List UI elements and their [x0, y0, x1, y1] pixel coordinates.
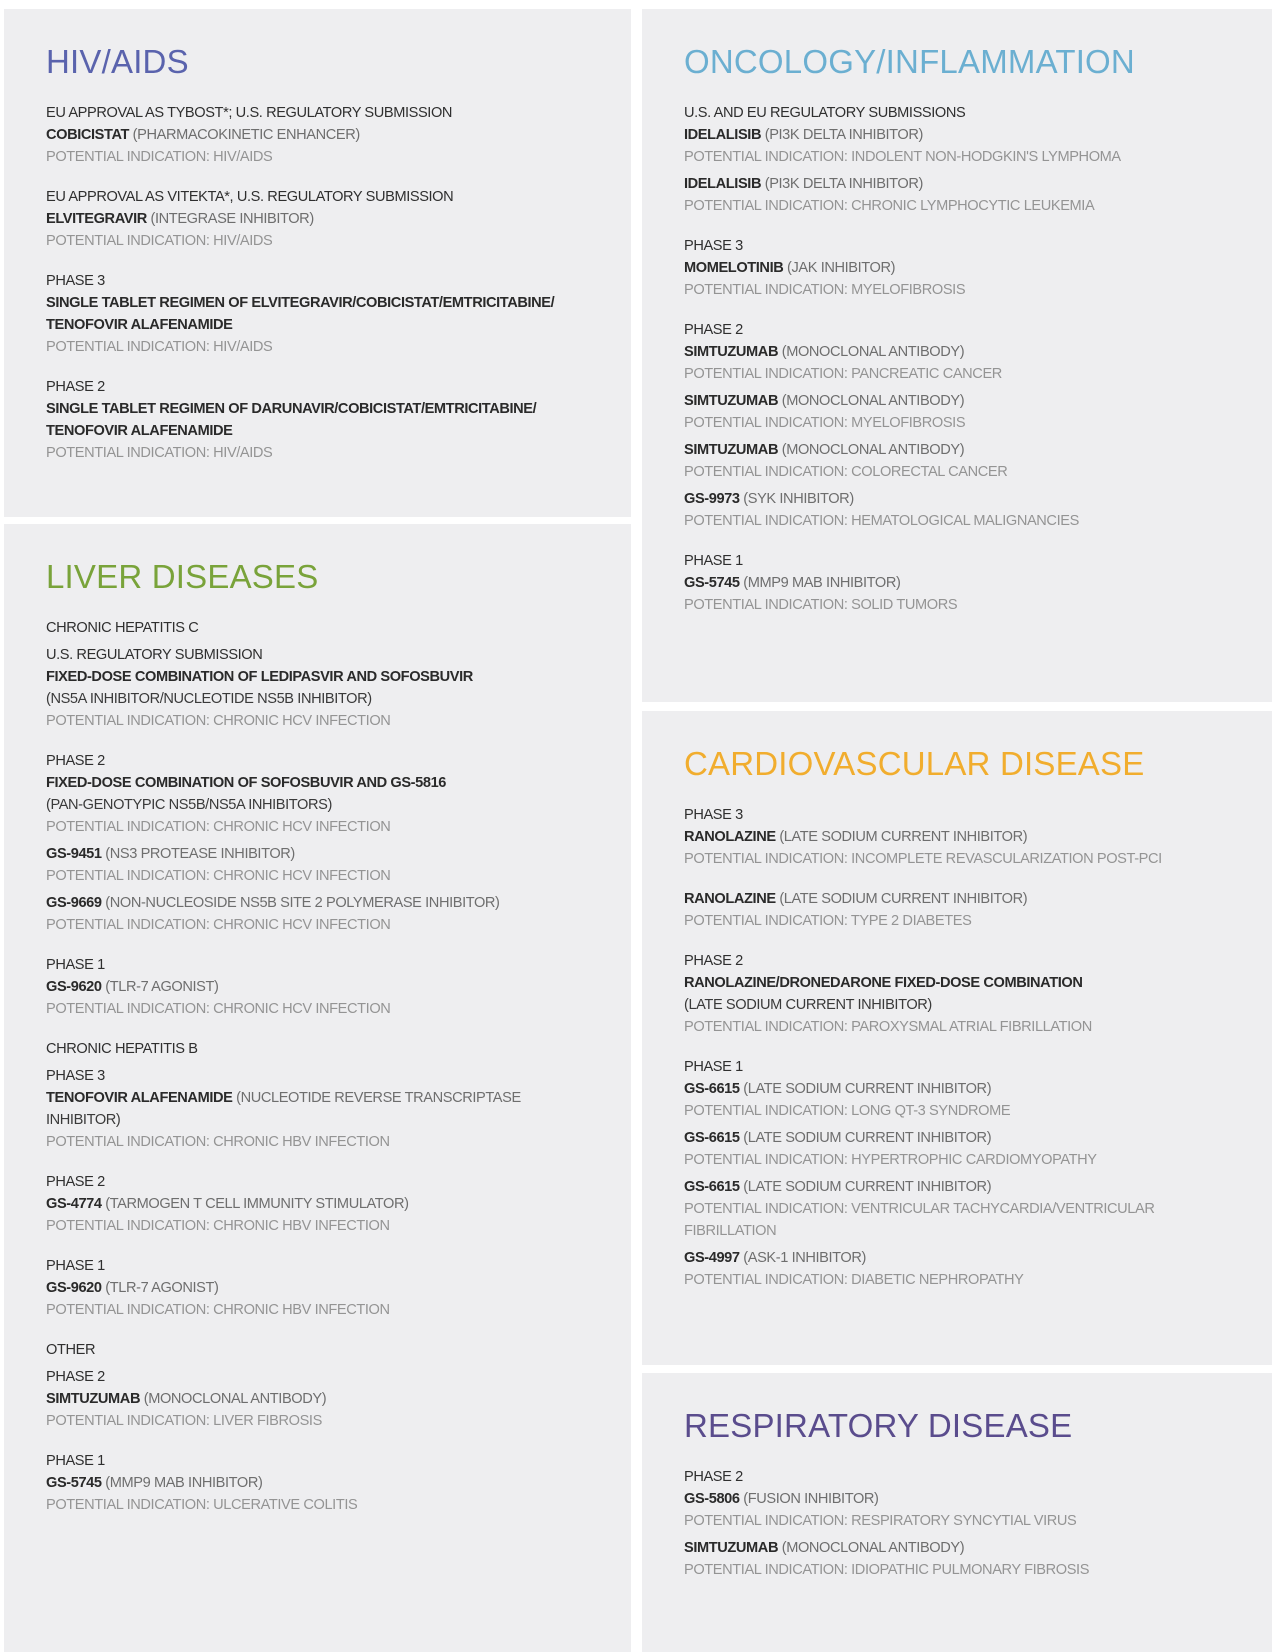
entry-indication: POTENTIAL INDICATION: HIV/AIDS	[46, 445, 273, 461]
entry-status: PHASE 1	[46, 1258, 105, 1274]
section-title: LIVER DISEASES	[46, 558, 319, 595]
entry-indication: POTENTIAL INDICATION: MYELOFIBROSIS	[684, 282, 966, 298]
drug-mechanism: (MONOCLONAL ANTIBODY)	[781, 344, 965, 360]
subsection-label: OTHER	[46, 1342, 96, 1358]
entry-drug	[684, 173, 1272, 195]
oncology-inflammation-panel	[642, 9, 1272, 702]
entry-status: PHASE 3	[46, 273, 105, 289]
drug-name: RANOLAZINE/DRONEDARONE FIXED-DOSE COMBINATION	[684, 975, 1083, 991]
section-title: CARDIOVASCULAR DISEASE	[684, 745, 1145, 782]
entry-drug	[684, 341, 1272, 363]
drug-mechanism: (LATE SODIUM CURRENT INHIBITOR)	[743, 1179, 992, 1195]
drug-mechanism: (MMP9 MAB INHIBITOR)	[105, 1475, 263, 1491]
drug-name: FIXED-DOSE COMBINATION OF SOFOSBUVIR AND GS-5816	[46, 775, 447, 791]
drug-mechanism: (MONOCLONAL ANTIBODY)	[781, 1540, 965, 1556]
drug-name: ELVITEGRAVIR	[46, 211, 147, 227]
drug-mechanism: (NON-NUCLEOSIDE NS5B SITE 2 POLYMERASE INHIBITOR)	[105, 895, 500, 911]
entry-status: PHASE 3	[684, 238, 743, 254]
section-title: ONCOLOGY/INFLAMMATION	[684, 43, 1135, 80]
entry-drug	[46, 1472, 631, 1494]
entry-indication: POTENTIAL INDICATION: TYPE 2 DIABETES	[684, 913, 972, 929]
drug-name: GS-9669	[46, 895, 102, 911]
entry-indication: POTENTIAL INDICATION: RESPIRATORY SYNCYTIAL VIRUS	[684, 1513, 1077, 1529]
section-title: HIV/AIDS	[46, 43, 189, 80]
drug-name: FIXED-DOSE COMBINATION OF LEDIPASVIR AND SOFOSBUVIR	[46, 669, 473, 685]
entry-status: PHASE 1	[46, 957, 105, 973]
liver-diseases-panel	[4, 524, 631, 1652]
drug-name: IDELALISIB	[684, 176, 762, 192]
entry-status: PHASE 1	[684, 1059, 743, 1075]
drug-name: GS-9973	[684, 491, 740, 507]
entry-drug	[46, 976, 631, 998]
entry-indication: POTENTIAL INDICATION: CHRONIC HCV INFECTION	[46, 917, 391, 933]
entry-indication: POTENTIAL INDICATION: ULCERATIVE COLITIS	[46, 1497, 358, 1513]
drug-mechanism: (NUCLEOTIDE REVERSE TRANSCRIPTASE	[236, 1090, 521, 1106]
entry-drug	[684, 1537, 1272, 1559]
entry-status: PHASE 1	[46, 1453, 105, 1469]
entry-drug	[684, 1488, 1272, 1510]
entry-indication: POTENTIAL INDICATION: HYPERTROPHIC CARDIOMYOPATHY	[684, 1152, 1097, 1168]
drug-name: MOMELOTINIB	[684, 260, 784, 276]
drug-mechanism: (SYK INHIBITOR)	[743, 491, 854, 507]
drug-mechanism: (MMP9 MAB INHIBITOR)	[743, 575, 901, 591]
entry-drug	[684, 1247, 1272, 1269]
drug-name: GS-6615	[684, 1081, 740, 1097]
entry-indication: POTENTIAL INDICATION: CHRONIC LYMPHOCYTIC LEUKEMIA	[684, 198, 1095, 214]
entry-indication: POTENTIAL INDICATION: CHRONIC HCV INFECTION	[46, 819, 391, 835]
drug-mechanism: (NS5A INHIBITOR/NUCLEOTIDE NS5B INHIBITOR)	[46, 691, 372, 707]
drug-mechanism: (LATE SODIUM CURRENT INHIBITOR)	[779, 891, 1028, 907]
entry-indication: POTENTIAL INDICATION: CHRONIC HCV INFECTION	[46, 868, 391, 884]
entry-indication: POTENTIAL INDICATION: CHRONIC HBV INFECTION	[46, 1218, 390, 1234]
entry-drug	[46, 124, 631, 146]
respiratory-disease-panel	[642, 1373, 1272, 1652]
entry-drug	[684, 1176, 1272, 1198]
entry-indication: POTENTIAL INDICATION: CHRONIC HBV INFECTION	[46, 1134, 390, 1150]
entry-indication: POTENTIAL INDICATION: COLORECTAL CANCER	[684, 464, 1008, 480]
entry-indication: POTENTIAL INDICATION: SOLID TUMORS	[684, 597, 958, 613]
entry-status: PHASE 3	[46, 1068, 105, 1084]
entry-indication: POTENTIAL INDICATION: MYELOFIBROSIS	[684, 415, 966, 431]
entry-indication: POTENTIAL INDICATION: PAROXYSMAL ATRIAL FIBRILLATION	[684, 1019, 1092, 1035]
entry-drug	[46, 208, 631, 230]
entry-drug	[684, 1078, 1272, 1100]
drug-name: SIMTUZUMAB	[684, 344, 779, 360]
drug-name: SIMTUZUMAB	[684, 1540, 779, 1556]
drug-mechanism: (JAK INHIBITOR)	[787, 260, 896, 276]
entry-drug	[684, 826, 1272, 848]
entry-drug	[46, 1087, 631, 1109]
drug-name: RANOLAZINE	[684, 891, 776, 907]
entry-drug	[684, 572, 1272, 594]
entry-indication: POTENTIAL INDICATION: INCOMPLETE REVASCULARIZATION POST-PCI	[684, 851, 1162, 867]
drug-name: SIMTUZUMAB	[46, 1391, 141, 1407]
drug-name: SINGLE TABLET REGIMEN OF DARUNAVIR/COBICISTAT/EMTRICITABINE/	[46, 401, 537, 417]
entry-drug	[684, 888, 1272, 910]
entry-indication: POTENTIAL INDICATION: CHRONIC HBV INFECTION	[46, 1302, 390, 1318]
entry-indication: POTENTIAL INDICATION: LIVER FIBROSIS	[46, 1413, 322, 1429]
entry-drug	[684, 124, 1272, 146]
entry-indication: POTENTIAL INDICATION: DIABETIC NEPHROPATHY	[684, 1272, 1024, 1288]
entry-status: PHASE 2	[46, 379, 105, 395]
entry-status: PHASE 3	[684, 807, 743, 823]
drug-name: GS-5806	[684, 1491, 740, 1507]
section-title: RESPIRATORY DISEASE	[684, 1407, 1073, 1444]
drug-mechanism: (TARMOGEN T CELL IMMUNITY STIMULATOR)	[105, 1196, 409, 1212]
drug-mechanism: (ASK-1 INHIBITOR)	[743, 1250, 866, 1266]
cardiovascular-disease-panel	[642, 711, 1272, 1365]
drug-name: GS-4997	[684, 1250, 740, 1266]
entry-indication: POTENTIAL INDICATION: HEMATOLOGICAL MALIGNANCIES	[684, 513, 1079, 529]
drug-mechanism: (PI3K DELTA INHIBITOR)	[764, 127, 923, 143]
entry-status: PHASE 2	[684, 953, 743, 969]
entry-status: PHASE 1	[684, 553, 743, 569]
entry-status: PHASE 2	[46, 1174, 105, 1190]
entry-indication: POTENTIAL INDICATION: HIV/AIDS	[46, 339, 273, 355]
entry-drug	[46, 1193, 631, 1215]
drug-name: GS-9451	[46, 846, 102, 862]
drug-mechanism: (TLR-7 AGONIST)	[105, 979, 219, 995]
hiv-aids-panel	[4, 9, 631, 517]
entry-drug	[684, 1127, 1272, 1149]
entry-status: PHASE 2	[684, 322, 743, 338]
entry-status: U.S. REGULATORY SUBMISSION	[46, 647, 263, 663]
drug-name: GS-6615	[684, 1130, 740, 1146]
drug-mechanism: (PHARMACOKINETIC ENHANCER)	[132, 127, 360, 143]
entry-drug	[46, 1277, 631, 1299]
drug-mechanism-cont: INHIBITOR)	[46, 1112, 121, 1128]
entry-status: EU APPROVAL AS VITEKTA*, U.S. REGULATORY SUBMISSION	[46, 189, 454, 205]
entry-indication: POTENTIAL INDICATION: PANCREATIC CANCER	[684, 366, 1002, 382]
drug-mechanism: (LATE SODIUM CURRENT INHIBITOR)	[779, 829, 1028, 845]
entry-indication: POTENTIAL INDICATION: CHRONIC HCV INFECTION	[46, 1001, 391, 1017]
entry-status: EU APPROVAL AS TYBOST*; U.S. REGULATORY SUBMISSION	[46, 105, 453, 121]
entry-drug	[684, 257, 1272, 279]
drug-mechanism: (MONOCLONAL ANTIBODY)	[781, 393, 965, 409]
entry-drug	[46, 843, 631, 865]
entry-indication: POTENTIAL INDICATION: CHRONIC HCV INFECTION	[46, 713, 391, 729]
entry-indication: POTENTIAL INDICATION: IDIOPATHIC PULMONARY FIBROSIS	[684, 1562, 1090, 1578]
drug-name: COBICISTAT	[46, 127, 130, 143]
entry-indication: POTENTIAL INDICATION: LONG QT-3 SYNDROME	[684, 1103, 1011, 1119]
drug-name: SINGLE TABLET REGIMEN OF ELVITEGRAVIR/COBICISTAT/EMTRICITABINE/	[46, 295, 555, 311]
entry-drug	[46, 892, 631, 914]
subsection-label: CHRONIC HEPATITIS C	[46, 620, 199, 636]
drug-mechanism: (LATE SODIUM CURRENT INHIBITOR)	[684, 997, 932, 1013]
entry-indication: POTENTIAL INDICATION: HIV/AIDS	[46, 233, 273, 249]
entry-indication: POTENTIAL INDICATION: INDOLENT NON-HODGKIN'S LYMPHOMA	[684, 149, 1121, 165]
entry-drug	[684, 439, 1272, 461]
drug-name: SIMTUZUMAB	[684, 442, 779, 458]
drug-name: SIMTUZUMAB	[684, 393, 779, 409]
drug-name-cont: TENOFOVIR ALAFENAMIDE	[46, 423, 233, 439]
drug-mechanism: (LATE SODIUM CURRENT INHIBITOR)	[743, 1130, 992, 1146]
entry-status: PHASE 2	[684, 1469, 743, 1485]
entry-drug	[684, 488, 1272, 510]
entry-status: U.S. AND EU REGULATORY SUBMISSIONS	[684, 105, 966, 121]
entry-indication: POTENTIAL INDICATION: VENTRICULAR TACHYCARDIA/VENTRICULAR	[684, 1201, 1155, 1217]
drug-name: TENOFOVIR ALAFENAMIDE	[46, 1090, 233, 1106]
drug-name: IDELALISIB	[684, 127, 762, 143]
drug-mechanism: (PI3K DELTA INHIBITOR)	[764, 176, 923, 192]
drug-mechanism: (FUSION INHIBITOR)	[743, 1491, 879, 1507]
drug-mechanism: (LATE SODIUM CURRENT INHIBITOR)	[743, 1081, 992, 1097]
drug-name: GS-9620	[46, 979, 102, 995]
drug-name-cont: TENOFOVIR ALAFENAMIDE	[46, 317, 233, 333]
drug-mechanism: (INTEGRASE INHIBITOR)	[150, 211, 314, 227]
drug-name: GS-5745	[46, 1475, 102, 1491]
drug-mechanism: (TLR-7 AGONIST)	[105, 1280, 219, 1296]
drug-name: GS-6615	[684, 1179, 740, 1195]
entry-drug	[46, 1388, 631, 1410]
entry-indication-cont: FIBRILLATION	[684, 1223, 777, 1239]
drug-name: RANOLAZINE	[684, 829, 776, 845]
entry-indication: POTENTIAL INDICATION: HIV/AIDS	[46, 149, 273, 165]
drug-mechanism: (MONOCLONAL ANTIBODY)	[143, 1391, 327, 1407]
drug-mechanism: (NS3 PROTEASE INHIBITOR)	[105, 846, 295, 862]
drug-name: GS-9620	[46, 1280, 102, 1296]
drug-name: GS-5745	[684, 575, 740, 591]
drug-mechanism: (MONOCLONAL ANTIBODY)	[781, 442, 965, 458]
entry-status: PHASE 2	[46, 753, 105, 769]
entry-status: PHASE 2	[46, 1369, 105, 1385]
subsection-label: CHRONIC HEPATITIS B	[46, 1041, 198, 1057]
drug-name: GS-4774	[46, 1196, 102, 1212]
drug-mechanism: (PAN-GENOTYPIC NS5B/NS5A INHIBITORS)	[46, 797, 332, 813]
entry-drug	[684, 390, 1272, 412]
